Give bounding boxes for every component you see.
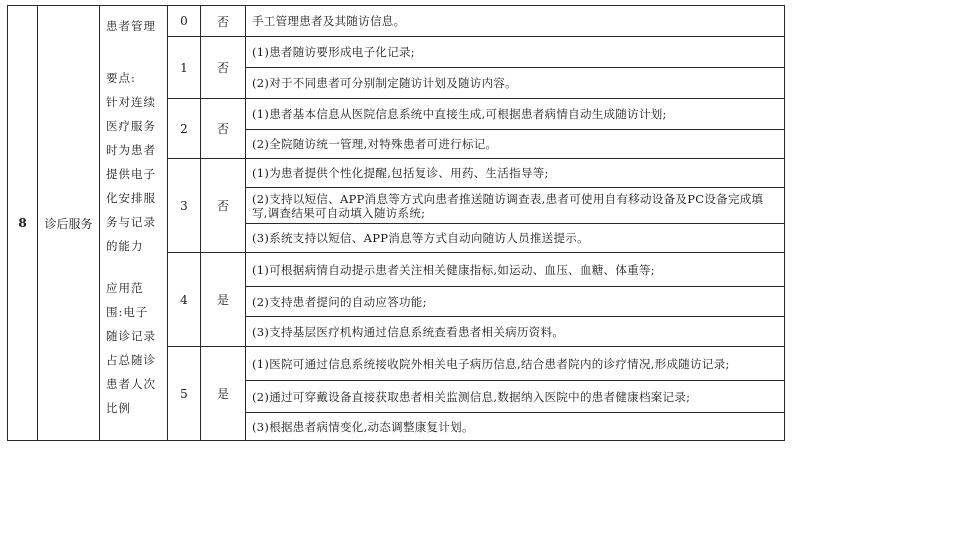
- basic-req-cell: 否: [201, 6, 246, 37]
- requirement-cell: (1)为患者提供个性化提醒,包括复诊、用药、生活指导等;: [246, 159, 785, 188]
- requirement-cell: (1)可根据病情自动提示患者关注相关健康指标,如运动、血压、血糖、体重等;: [246, 253, 785, 287]
- scope-line: 应用范: [106, 281, 144, 295]
- level-cell: 4: [168, 253, 201, 347]
- scope-line: 围:电子: [106, 305, 149, 319]
- basic-req-cell: 是: [201, 347, 246, 441]
- key-points-line: 医疗服务: [106, 119, 156, 133]
- basic-req-cell: 否: [201, 99, 246, 159]
- requirement-cell: (2)对于不同患者可分别制定随访计划及随访内容。: [246, 68, 785, 99]
- key-points-line: 时为患者: [106, 143, 156, 157]
- requirement-cell: (2)通过可穿戴设备直接获取患者相关监测信息,数据纳入医院中的患者健康档案记录;: [246, 381, 785, 413]
- requirement-cell: (1)患者基本信息从医院信息系统中直接生成,可根据患者病情自动生成随访计划;: [246, 99, 785, 130]
- key-points-line: 的能力: [106, 239, 144, 253]
- key-points-line: 务与记录: [106, 215, 156, 229]
- requirement-cell: (1)医院可通过信息系统接收院外相关电子病历信息,结合患者院内的诊疗情况,形成随访记录;: [246, 347, 785, 381]
- requirement-cell: (1)患者随访要形成电子化记录;: [246, 37, 785, 68]
- key-points-line: 化安排服: [106, 191, 156, 205]
- basic-req-cell: 否: [201, 37, 246, 99]
- requirement-cell: (3)根据患者病情变化,动态调整康复计划。: [246, 413, 785, 441]
- stage-cell: 诊后服务: [38, 6, 100, 441]
- scope-line: 患者人次: [106, 377, 156, 391]
- level-cell: 3: [168, 159, 201, 253]
- requirement-cell: (2)全院随访统一管理,对特殊患者可进行标记。: [246, 130, 785, 159]
- table-row: [8, 6, 785, 37]
- subitem-cell: [100, 6, 168, 441]
- requirement-cell: (2)支持以短信、APP消息等方式向患者推送随访调查表,患者可使用自有移动设备及PC设备完成填写,调查结果可自动填入随访系统;: [246, 188, 785, 224]
- level-cell: 0: [168, 6, 201, 37]
- level-cell: 5: [168, 347, 201, 441]
- basic-req-cell: 否: [201, 159, 246, 253]
- requirement-cell: (3)系统支持以短信、APP消息等方式自动向随访人员推送提示。: [246, 224, 785, 253]
- level-cell: 2: [168, 99, 201, 159]
- scope-line: 占总随诊: [106, 353, 156, 367]
- level-cell: 1: [168, 37, 201, 99]
- scope-line: 随诊记录: [106, 329, 156, 343]
- key-points-line: 提供电子: [106, 167, 156, 181]
- key-points-line: 要点:: [106, 71, 136, 85]
- requirement-cell: 手工管理患者及其随访信息。: [246, 6, 785, 37]
- subitem-title: 患者管理: [106, 19, 156, 33]
- requirement-cell: (3)支持基层医疗机构通过信息系统查看患者相关病历资料。: [246, 317, 785, 347]
- scope-line: 比例: [106, 401, 131, 415]
- key-points-line: 针对连续: [106, 95, 156, 109]
- requirement-cell: (2)支持患者提问的自动应答功能;: [246, 287, 785, 317]
- item-number: 8: [8, 6, 38, 441]
- evaluation-table: [7, 5, 785, 441]
- basic-req-cell: 是: [201, 253, 246, 347]
